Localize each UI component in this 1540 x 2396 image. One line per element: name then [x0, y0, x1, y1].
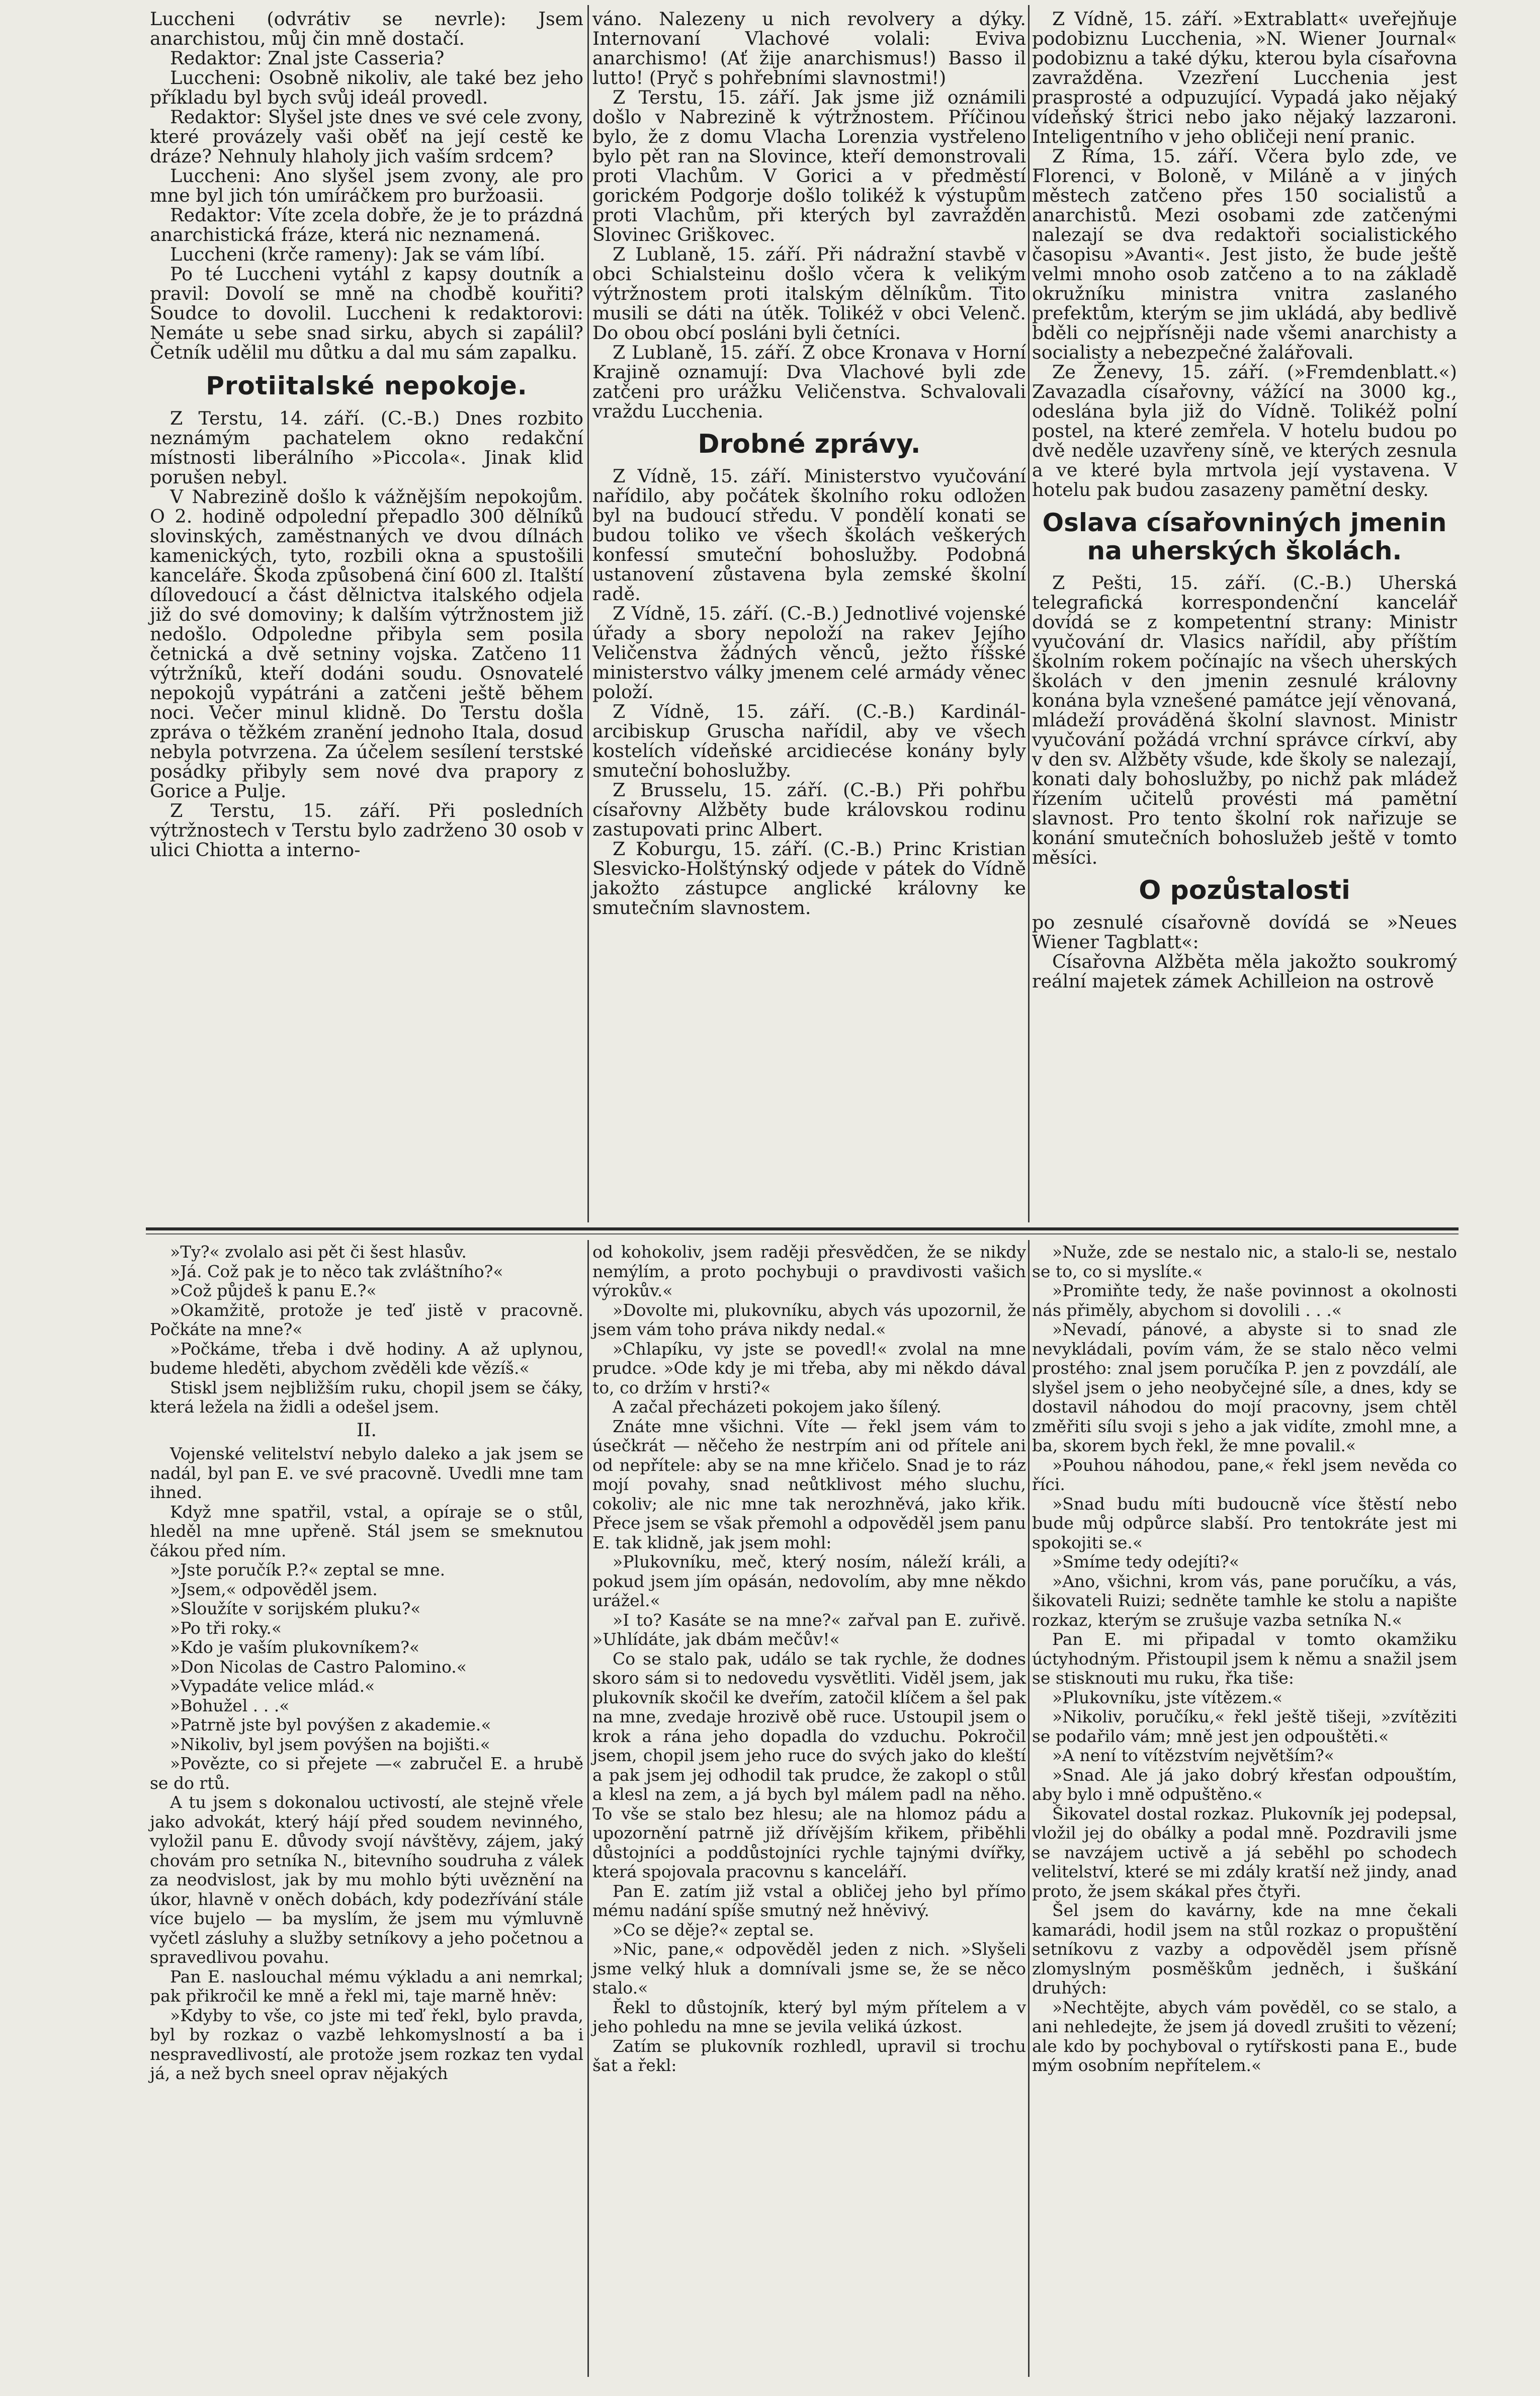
paragraph: Luccheni: Osobně nikoliv, ale také bez jeho příkladu byl bych svůj ideál provedl.: [150, 67, 583, 108]
paragraph: »Kdyby to vše, co jste mi teď řekl, bylo pravda, byl by rozkaz o vazbě lehkomyslností a ba i nespravedlivostí, ale protože jsem rozkaz ten vydal já, a než bych sneel oprav nějakých: [150, 2005, 583, 2083]
paragraph: váno. Nalezeny u nich revolvery a dýky. Internovaní Vlachové volali: Eviva anarchismo! (Ať žije anarchismus!) Basso il lutto! (Pryč s pohřebními slavnostmi!): [592, 8, 1026, 89]
paragraph: Znáte mne všichni. Víte — řekl jsem vám to úsečkrát — něčeho že nestrpím ani od přítele ani od nepřítele: aby se na mne křičelo. Snad je to ráz mojí povahy, snad neůtklivost mého sluchu, cokoliv; ale nic mne tak nerozhněvá, jako křik. Přece jsem se však přemohl a odpověděl jsem panu E. tak klidně, jak jsem mohl:: [592, 1416, 1026, 1552]
paragraph: »Nikoliv, byl jsem povýšen na bojišti.«: [170, 1734, 490, 1754]
paragraph: Vojenské velitelství nebylo daleko a jak jsem se nadál, byl pan E. ve své pracovně. Uvedli mne tam ihned.: [150, 1444, 583, 1502]
paragraph: Z Pešti, 15. září. (C.-B.) Uherská telegrafická korrespondenční kancelář dovídá se z kompetentní strany: Ministr vyučování dr. Vlasics nařídil, aby příštím školním rokem počínajíc na všech uherských školách v den jmenin zesnulé královny konána byla vznešené památce její věnovaná, mládeží prováděná školní slavnost. Ministr vyučování požádá vrchní správce církví, aby v den sv. Alžběty všude, kde školy se nalezají, konati daly bohoslužby, po nichž pak mládež řízením učitelů provésti má pamětní slavnost. Pro tento školní rok nařizuje se konání smutečních bohoslužeb ještě v tomto měsíci.: [1032, 572, 1457, 868]
paragraph: Z Říma, 15. září. Včera bylo zde, ve Florenci, v Boloně, v Miláně a v jiných městech zatčeno přes 150 socialistů a anarchistů. Mezi osobami zde zatčenými nalezají se dva redaktoři socialistického časopisu »Avanti«. Jest jisto, že bude ještě velmi mnoho osob zatčeno a to na základě okružníku ministra vnitra zaslaného prefektům, kterým se jim ukládá, aby bedlivě bděli co nejpřísněji nade všemi anarchisty a socialisty a nebezpečné žalářovali.: [1032, 145, 1457, 363]
paragraph: Pan E. naslouchal mému výkladu a ani nemrkal; pak přikročil ke mně a řekl mi, taje marně hněv:: [150, 1966, 583, 2006]
paragraph: Z Terstu, 15. září. Při posledních výtržnostech v Terstu bylo zadrženo 30 osob v ulici Chiotta a interno-: [150, 800, 583, 861]
column-1: [150, 9, 583, 860]
paragraph: »Plukovníku, meč, který nosím, náleží králi, a pokud jsem jím opásán, nedovolím, aby mne někdo urážel.«: [592, 1552, 1026, 1610]
paragraph: Když mne spatřil, vstal, a opíraje se o stůl, hleděl na mne upřeně. Stál jsem se smeknutou čákou před ním.: [150, 1502, 583, 1560]
column-rule-2: [1028, 5, 1030, 1222]
paragraph: Z Vídně, 15. září. Ministerstvo vyučování nařídilo, aby počátek školního roku odložen byl na budoucí středu. V pondělí konati se budou toliko ve všech školách veškerých konfessí smuteční bohoslužby. Podobná ustanovení zůstavena byla zemské školní radě.: [592, 465, 1026, 605]
paragraph: V Nabrezině došlo k vážnějším nepokojům. O 2. hodině odpolední přepadlo 300 dělníků slovinských, zaměstnaných ve dvou dílnách kamenických, tyto, rozbili okna a spustošili kanceláře. Škoda způsobená činí 600 zl. Italští dílovedoucí a část dělnictva italského odjela již do své domoviny; k dalším výtržnostem již nedošlo. Odpoledne přibyla sem posila četnická a dvě setniny vojska. Zatčeno 11 výtržníků, kteří dodáni soudu. Osnovatelé nepokojů vypátráni a zatčeni ještě během noci. Večer minul klidně. Do Terstu došla zpráva o těžkém zranění jednoho Itala, dosud nebyla potvrzena. Za účelem sesílení terstské posádky přibyly sem nové dva prapory z Gorice a Pulje.: [150, 486, 583, 802]
paragraph: »Nevadí, pánové, a abyste si to snad zle nevykládali, povím vám, že se stalo něco velmi prostého: znal jsem poručíka P. jen z povzdálí, ale slyšel jsem o jeho neobyčejné síle, a dnes, kdy se dostavil náhodou do mojí pracovny, jsem chtěl změřiti sílu svoji s jeho a jak vidíte, zmohl mne, a ba, skorem bych řekl, že mne povalil.«: [1032, 1319, 1457, 1455]
paragraph: »Okamžitě, protože je teď jistě v pracovně. Počkáte na mne?«: [150, 1300, 583, 1339]
section-heading: Oslava císařovniných jmenin na uherských školách.: [1042, 508, 1447, 565]
paragraph: »Nuže, zde se nestalo nic, a stalo-li se, nestalo se to, co si myslíte.«: [1032, 1242, 1457, 1281]
paragraph: A tu jsem s dokonalou uctivostí, ale stejně vřele jako advokát, který hájí před soudem nevinného, vyložil panu E. důvody svojí návštěvy, zájem, jaký chovám pro setníka N., bitevního soudruha z válek za neodvislost, jak by mu mohlo býti uvěznění na úkor, hlavně v oněch dobách, kdy podezřívání stále více bujelo — ba myslím, že jsem mu výmluvně vyčetl zásluhy a služby setníkovy a jeho početnou a spravedlivou povahu.: [150, 1792, 583, 1967]
paragraph: Z Terstu, 15. září. Jak jsme již oznámili došlo v Nabrezině k výtržnostem. Příčinou bylo, že z domu Vlacha Lorenzia vystřeleno bylo pět ran na Slovince, kteří demonstrovali proti Vlachům. V Gorici a v předměstí gorickém Podgorje došlo tolikéž k výstupům proti Vlachům, při kterých byl zavražděn Slovinec Griškovec.: [592, 87, 1026, 245]
paragraph: Co se stalo pak, událo se tak rychle, že dodnes skoro sám si to nedovedu vysvětliti. Viděl jsem, jak plukovník skočil ke dveřím, zatočil klíčem a šel pak na mne, zvedaje hrozivě obě ruce. Ustoupil jsem o krok a rána jeho dopadla do vzduchu. Pokročil jsem, chopil jsem jeho ruce do svých jako do kleští a pak jsem jej odhodil tak prudce, že zakopl o stůl a klesl na zem, a já bych byl málem padl na něho. To vše se stalo bez hlesu; ale na hlomoz pádu a upozornění patrně již dřívějším křikem, přiběhli důstojníci a poddůstojníci rychle tajnými dvířky, která spojovala pracovnu s kanceláří.: [592, 1648, 1026, 1881]
paragraph: Luccheni: Ano slyšel jsem zvony, ale pro mne byl jich tón umíráčkem pro buržoasii.: [150, 165, 583, 206]
section-heading: O pozůstalosti: [1139, 875, 1350, 905]
paragraph: Pan E. zatím již vstal a obličej jeho byl přímo mému nadání spíše smutný než hněvivý.: [592, 1881, 1026, 1920]
paragraph: Redaktor: Slyšel jste dnes ve své cele zvony, které provázely vaši oběť na její cestě ke dráze? Nehnuly hlaholy jich vaším srdcem?: [150, 106, 583, 167]
paragraph: »Sloužíte v sorijském pluku?«: [170, 1599, 421, 1618]
paragraph: »I to? Kasáte se na mne?« zařval pan E. zuřivě. »Uhlídáte, jak dbám mečův!«: [592, 1610, 1026, 1649]
paragraph: Císařovna Alžběta měla jakožto soukromý reální majetek zámek Achilleion na ostrově: [1032, 951, 1457, 992]
paragraph: Z Koburgu, 15. září. (C.-B.) Princ Kristian Slesvicko-Holštýnský odjede v pátek do Vídně jakožto zástupce anglické královny ke smutečním slavnostem.: [592, 838, 1026, 919]
paragraph: »Nechtějte, abych vám pověděl, co se stalo, a ani nehledejte, že jsem já dovedl zrušiti to vězení; ale kdo by pochyboval o rytířskosti pana E., bude mým osobním nepřítelem.«: [1032, 1997, 1457, 2075]
paragraph: »Počkáme, třeba i dvě hodiny. A až uplynou, budeme hleděti, abychom zvěděli kde vězíš.«: [150, 1339, 583, 1378]
feuilleton-column-2: [592, 1243, 1026, 2076]
section-heading: Protiitalské nepokoje.: [206, 371, 528, 400]
paragraph: »Jsem,« odpověděl jsem.: [170, 1579, 378, 1599]
feuilleton-column-3: [1032, 1243, 1457, 2076]
paragraph: Zatím se plukovník rozhledl, upravil si trochu šat a řekl:: [592, 2036, 1026, 2075]
paragraph: Po té Luccheni vytáhl z kapsy doutník a pravil: Dovolí se mně na chodbě kouřiti? Soudce to dovolil. Luccheni k redaktorovi: Nemáte u sebe snad sirku, abych si zapálil? Četník udělil mu důtku a dal mu sám zapalku.: [150, 263, 583, 363]
paragraph: »Já. Což pak je to něco tak zvláštního?«: [170, 1261, 503, 1281]
paragraph: Řekl to důstojník, který byl mým přítelem a v jeho pohledu na mne se jevila veliká úzkost.: [592, 1997, 1026, 2036]
feuilleton-rule-thin: [146, 1233, 1459, 1234]
paragraph: Luccheni (krče rameny): Jak se vám líbí.: [170, 243, 546, 265]
paragraph: Z Vídně, 15. září. (C.-B.) Jednotlivé vojenské úřady a sbory nepoloží na rakev Jejího Veličenstva žádných věnců, ježto říšské ministerstvo války jmenem celé armády věnec položí.: [592, 603, 1026, 703]
column-rule-3: [587, 1240, 589, 2377]
paragraph: »A není to vítězstvím největším?«: [1052, 1746, 1334, 1765]
paragraph: Z Terstu, 14. září. (C.-B.) Dnes rozbito neznámým pachatelem okno redakční místnosti liberálního »Piccola«. Jinak klid porušen nebyl.: [150, 407, 583, 488]
section-heading: Drobné zprávy.: [698, 429, 921, 459]
paragraph: »Povězte, co si přejete —« zabručel E. a hrubě se do rtů.: [150, 1754, 583, 1793]
paragraph: »Ano, všichni, krom vás, pane poručíku, a vás, šikovateli Ruizi; sedněte tamhle ke stolu a napište rozkaz, kterým se zrušuje vazba setníka N.«: [1032, 1571, 1457, 1630]
paragraph: »Vypadáte velice mlád.«: [170, 1676, 375, 1696]
paragraph: »Co se děje?« zeptal se.: [613, 1920, 814, 1940]
column-rule-1: [587, 5, 589, 1222]
paragraph: Z Vídně, 15. září. (C.-B.) Kardinál-arcibiskup Gruscha nařídil, aby ve všech kostelích vídeňské arcidiecése konány byly smuteční bohoslužby.: [592, 701, 1026, 781]
paragraph: Luccheni (odvrátiv se nevrle): Jsem anarchistou, můj čin mně dostačí.: [150, 8, 583, 49]
paragraph: »Plukovníku, jste vítězem.«: [1052, 1687, 1283, 1707]
feuilleton-rule: [146, 1227, 1459, 1230]
paragraph: »Ty?« zvolalo asi pět či šest hlasův.: [170, 1242, 467, 1262]
paragraph: »Promiňte tedy, že naše povinnost a okolnosti nás přiměly, abychom si dovolili . . .«: [1032, 1281, 1457, 1320]
paragraph: »Snad budu míti budoucně více štěstí nebo bude můj odpůrce slabší. Pro tentokráte jest mi spokojiti se.«: [1032, 1494, 1457, 1552]
paragraph: Z Lublaně, 15. září. Při nádražní stavbě v obci Schialsteinu došlo včera k velikým výtržnostem proti italským dělníkům. Tito musili se dáti na útěk. Tolikéž v obci Velenč. Do obou obcí posláni byli četníci.: [592, 243, 1026, 344]
paragraph: »Smíme tedy odejíti?«: [1052, 1552, 1240, 1572]
paragraph: Pan E. mi připadal v tomto okamžiku úctyhodným. Přistoupil jsem k němu a snažil jsem se stisknouti mu ruku, řka tiše:: [1032, 1629, 1457, 1688]
column-2: [592, 9, 1026, 918]
paragraph: »Bohužel . . .«: [170, 1695, 290, 1715]
paragraph: Redaktor: Víte zcela dobře, že je to prázdná anarchistická fráze, která nic neznamená.: [150, 204, 583, 245]
paragraph: Šel jsem do kavárny, kde na mne čekali kamarádi, hodil jsem na stůl rozkaz o propuštění setníkovu z vazby a odpověděl jsem přísně zlomyslným posměškům jedněch, i šuškání druhých:: [1032, 1901, 1457, 1998]
paragraph: Z Lublaně, 15. září. Z obce Kronava v Horní Krajině oznamují: Dva Vlachové byli zde zatčeni pro urážku Veličenstva. Schvalovali vraždu Lucchenia.: [592, 342, 1026, 422]
paragraph: »Po tři roky.«: [170, 1618, 282, 1638]
paragraph: »Pouhou náhodou, pane,« řekl jsem nevěda co říci.: [1032, 1455, 1457, 1494]
paragraph: »Nikoliv, poručíku,« řekl ještě tišeji, »zvítěziti se podařilo vám; mně jest jen odpouštěti.«: [1032, 1707, 1457, 1746]
paragraph: »Don Nicolas de Castro Palomino.«: [170, 1657, 467, 1677]
paragraph: Redaktor: Znal jste Casseria?: [170, 47, 445, 69]
paragraph: »Dovolte mi, plukovníku, abych vás upozornil, že jsem vám toho práva nikdy nedal.«: [592, 1300, 1026, 1339]
paragraph: Stiskl jsem nejbližším ruku, chopil jsem se čáky, která ležela na židli a odešel jsem.: [150, 1377, 583, 1417]
paragraph: »Kdo je vaším plukovníkem?«: [170, 1637, 420, 1657]
paragraph: »Snad. Ale já jako dobrý křesťan odpouštím, aby bylo i mně odpuštěno.«: [1032, 1765, 1457, 1804]
feuilleton-column-1: [150, 1243, 583, 2084]
chapter-number: II.: [357, 1420, 377, 1441]
paragraph: »Patrně jste byl povýšen z akademie.«: [170, 1715, 491, 1734]
column-rule-4: [1028, 1240, 1030, 2377]
paragraph: Z Vídně, 15. září. »Extrablatt« uveřejňuje podobiznu Lucchenia, »N. Wiener Journal« podobiznu a také dýku, kterou byla císařovna zavražděna. Vzezření Lucchenia jest prasprosté a odpuzující. Vypadá jako nějaký vídeňský štrici nebo jako nějaký lazzaroni. Inteligentního v jeho obličeji není pranic.: [1032, 8, 1457, 147]
paragraph: »Jste poručík P.?« zeptal se mne.: [170, 1560, 446, 1580]
column-3: [1032, 9, 1457, 991]
paragraph: Ze Ženevy, 15. září. (»Fremdenblatt.«) Zavazadla císařovny, vážící na 3000 kg., odeslána byla již do Vídně. Tolikéž polní postel, na které zemřela. V hotelu budou po dvě neděle uzavřeny síně, ve kterých zesnula a ve které byla mrtvola její vystavena. V hotelu pak budou zasazeny pamětní desky.: [1032, 361, 1457, 501]
paragraph: »Což půjdeš k panu E.?«: [170, 1281, 377, 1300]
paragraph: »Nic, pane,« odpověděl jeden z nich. »Slyšeli jsme velký hluk a domnívali jsme se, že se něco stalo.«: [592, 1939, 1026, 1998]
paragraph: Z Brusselu, 15. září. (C.-B.) Při pohřbu císařovny Alžběty bude královskou rodinu zastupovati princ Albert.: [592, 779, 1026, 840]
paragraph: A začal přecházeti pokojem jako šílený.: [613, 1397, 942, 1417]
paragraph: »Chlapíku, vy jste se povedl!« zvolal na mne prudce. »Ode kdy je mi třeba, aby mi někdo dával to, co držím v hrsti?«: [592, 1339, 1026, 1397]
paragraph: od kohokoliv, jsem raději přesvědčen, že se nikdy nemýlím, a proto pochybuji o pravdivosti vašich výrokův.«: [592, 1242, 1026, 1300]
paragraph: po zesnulé císařovně dovídá se »Neues Wiener Tagblatt«:: [1032, 912, 1457, 953]
paragraph: Šikovatel dostal rozkaz. Plukovník jej podepsal, vložil jej do obálky a podal mně. Pozdravili jsme se navzájem uctivě a já seběhl po schodech velitelství, které se mi zdály kratší než jindy, anad proto, že jsem skákal přes čtyři.: [1032, 1803, 1457, 1901]
